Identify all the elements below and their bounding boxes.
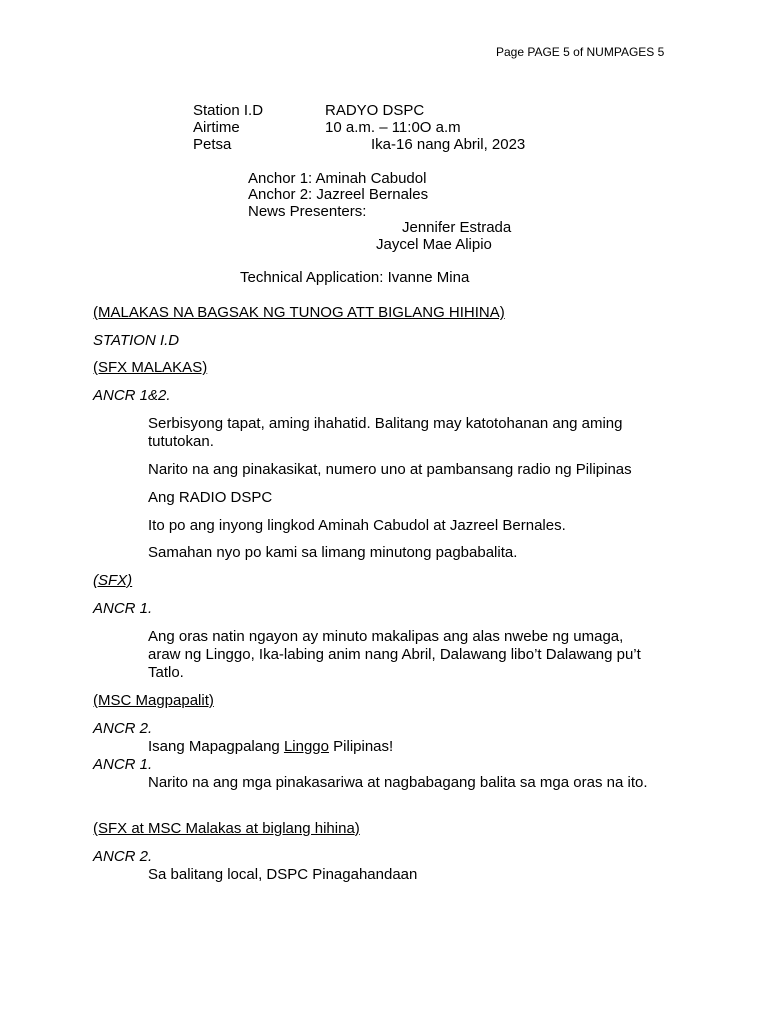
speaker-ancr-1: ANCR 1.: [93, 600, 153, 617]
anchor1-credit: Anchor 1: Aminah Cabudol: [248, 170, 427, 187]
script-line: Serbisyong tapat, aming ihahatid. Balitang may katotohanan ang aming: [148, 415, 623, 432]
script-line: Ang RADIO DSPC: [148, 489, 273, 506]
line-text: Pilipinas!: [328, 738, 394, 755]
anchor2-credit: Anchor 2: Jazreel Bernales: [248, 186, 429, 203]
script-line: Tatlo.: [148, 664, 184, 681]
presenter-1: Jennifer Estrada: [402, 219, 512, 236]
underlined-word: Linggo: [283, 738, 329, 755]
line-text: Isang Mapagpalang: [148, 738, 284, 755]
airtime-value: 10 a.m. – 11:0O a.m: [325, 119, 461, 136]
cue-loud-sound: (MALAKAS NA BAGSAK NG TUNOG ATT BIGLANG HIHINA): [93, 304, 505, 321]
script-line: Sa balitang local, DSPC Pinagahandaan: [148, 866, 418, 883]
station-id-label: Station I.D: [193, 102, 264, 119]
cue-msc-magpapalit: (MSC Magpapalit): [93, 692, 214, 709]
speaker-ancr-2: ANCR 2.: [93, 720, 153, 737]
script-line: [148, 738, 393, 756]
speaker-ancr-2: ANCR 2.: [93, 848, 153, 865]
script-line: Narito na ang pinakasikat, numero uno at pambansang radio ng Pilipinas: [148, 461, 632, 478]
script-line: Ito po ang inyong lingkod Aminah Cabudol at Jazreel Bernales.: [148, 517, 566, 534]
cue-station-id: STATION I.D: [93, 332, 180, 349]
presenter-2: Jaycel Mae Alipio: [376, 236, 492, 253]
petsa-label: Petsa: [193, 136, 232, 153]
airtime-label: Airtime: [193, 119, 240, 136]
speaker-ancr-1: ANCR 1.: [93, 756, 153, 773]
cue-sfx-msc: (SFX at MSC Malakas at biglang hihina): [93, 820, 360, 837]
script-line: Samahan nyo po kami sa limang minutong pagbabalita.: [148, 544, 518, 561]
script-line: tututokan.: [148, 433, 214, 450]
cue-sfx: (SFX): [93, 572, 133, 589]
news-presenters-label: News Presenters:: [248, 203, 367, 220]
script-line: araw ng Linggo, Ika-labing anim nang Abril, Dalawang libo’t Dalawang pu’t: [148, 646, 641, 663]
petsa-value: Ika-16 nang Abril, 2023: [371, 136, 526, 153]
speaker-ancr-1-2: ANCR 1&2.: [93, 387, 171, 404]
page-header: Page PAGE 5 of NUMPAGES 5: [496, 45, 665, 59]
script-line: Narito na ang mga pinakasariwa at nagbabagang balita sa mga oras na ito.: [148, 774, 648, 791]
script-line: Ang oras natin ngayon ay minuto makalipas ang alas nwebe ng umaga,: [148, 628, 624, 645]
cue-sfx-malakas: (SFX MALAKAS): [93, 359, 208, 376]
technical-credit: Technical Application: Ivanne Mina: [240, 269, 470, 286]
station-id-value: RADYO DSPC: [325, 102, 425, 119]
